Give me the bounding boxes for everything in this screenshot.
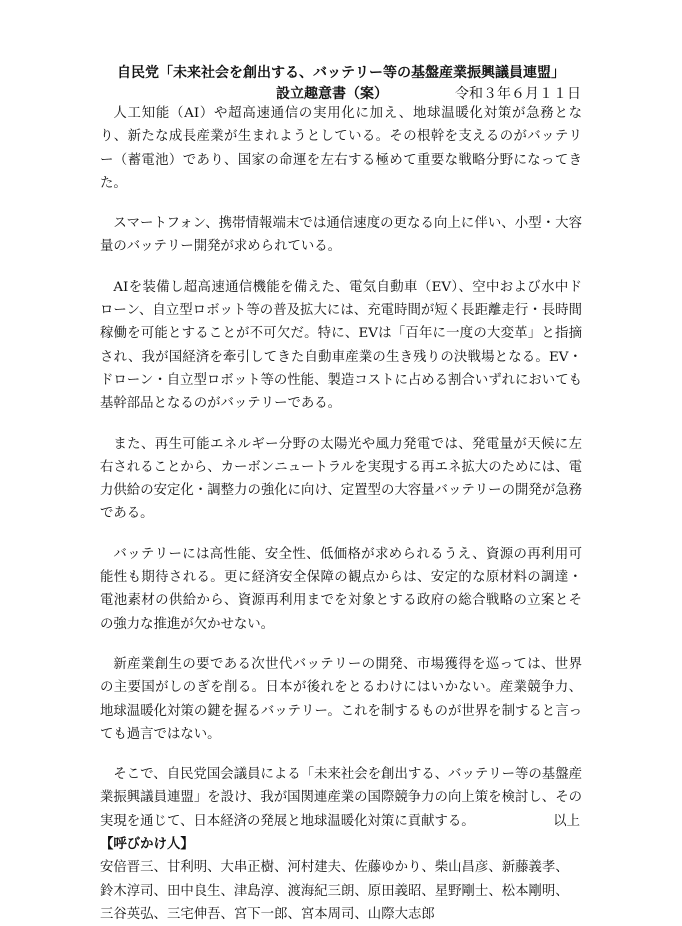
paragraph-4: また、再生可能エネルギー分野の太陽光や風力発電では、発電量が天候に左右されることから、カーボンニュートラルを実現する再エネ拡大のためには、電力供給の安定化・調整力の強化に向け、定置型の大容量バッテリーの開発が急務である。 [100,436,582,522]
paragraph-7-text: そこで、自民党国会議員による「未来社会を創出する、バッテリー等の基盤産業振興議員連盟」を設け、我が国関連産業の国際競争力の向上策を検討し、その実現を通じて、日本経済の発展と地球温暖化対策に貢献する。 [100,767,582,829]
paragraph-5: バッテリーには高性能、安全性、低価格が求められるうえ、資源の再利用可能性も期待される。更に経済安全保障の観点からは、安定的な原材料の調達・電池素材の供給から、資源再利用までを対象とする政府の総合戦略の立案とその強力な推進が欠かせない。 [100,546,582,632]
paragraph-1: 人工知能（AI）や超高速通信の実用化に加え、地球温暖化対策が急務となり、新たな成長産業が生まれようとしている。その根幹を支えるのがバッテリー（蓄電池）であり、国家の命運を左右する極めて重要な戦略分野になってきた。 [100,106,582,191]
document-body [100,102,582,926]
document-date: 令和３年６月１１日 [455,86,581,102]
paragraph-2: スマートフォン、携帯情報端末では通信速度の更なる向上に伴い、小型・大容量のバッテリー開発が求められている。 [100,216,582,255]
callers-list: 安倍晋三、甘利明、大串正樹、河村建夫、佐藤ゆかり、柴山昌彦、新藤義孝、鈴木淳司、田中良生、津島淳、渡海紀三朗、原田義昭、星野剛士、松本剛明、三谷英弘、三宅伸吾、宮下一郎、宮本周司、山際大志郎 [100,860,569,922]
paragraph-3: AIを装備し超高速通信機能を備えた、電気自動車（EV）、空中および水中ドローン、自立型ロボット等の普及拡大には、充電時間が短く長距離走行・長時間稼働を可能とすることが不可欠だ。特に、EVは「百年に一度の大変革」と指摘され、我が国経済を牽引してきた自動車産業の生き残りの決戦場となる。EV・ドローン・自立型ロボット等の性能、製造コストに占める割合いずれにおいても基幹部品となるのがバッテリーである。 [100,279,582,412]
document-subtitle: 設立趣意書（案） [276,86,388,102]
paragraph-6: 新産業創生の要である次世代バッテリーの開発、市場獲得を巡っては、世界の主要国がしのぎを削る。日本が後れをとるわけにはいかない。産業競争力、地球温暖化対策の鍵を握るバッテリー。これを制するものが世界を制すると言っても過言ではない。 [100,656,582,742]
document-title: 自民党「未来社会を創出する、バッテリー等の基盤産業振興議員連盟」 [117,65,565,81]
callers-heading: 【呼びかけ人】 [100,836,194,853]
closing-mark: 以上 [553,813,580,829]
subtitle-row [0,84,682,104]
paragraph-7 [100,763,582,833]
